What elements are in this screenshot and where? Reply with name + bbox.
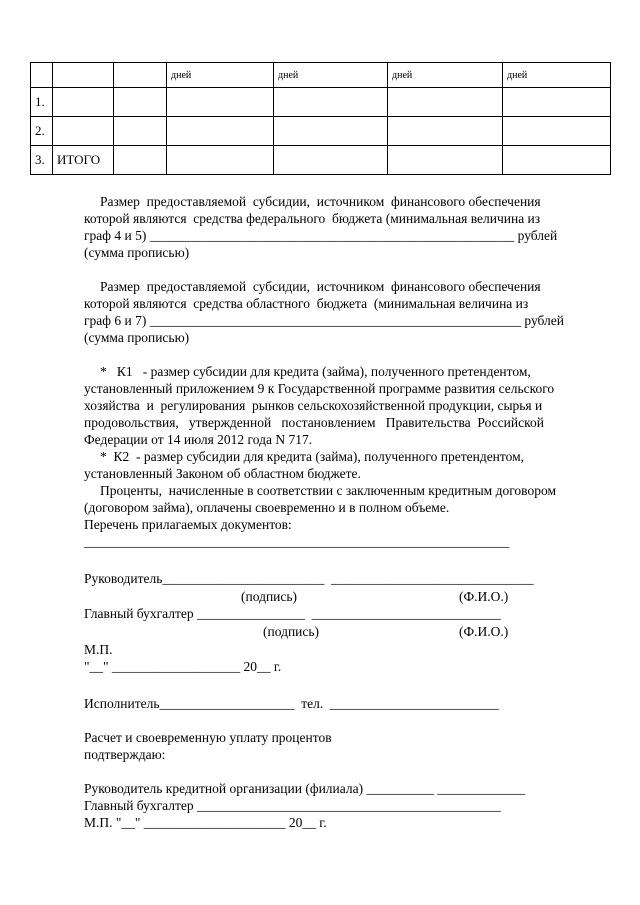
row-label: ИТОГО <box>53 146 114 175</box>
table-cell <box>503 146 611 175</box>
attachments-label: Перечень прилагаемых документов: <box>84 517 292 532</box>
k1-line-3: хозяйства и регулирования рынков сельскохозяйственной продукции, сырья и <box>84 398 543 413</box>
executor-line: Исполнитель____________________ тел. _________________________ <box>84 696 499 711</box>
table-cell <box>388 146 503 175</box>
table-cell <box>503 88 611 117</box>
row-number: 3. <box>31 146 53 175</box>
regional-line-4: (сумма прописью) <box>84 330 190 345</box>
table-cell <box>388 88 503 117</box>
accountant-caption-name: (Ф.И.О.) <box>459 624 509 639</box>
interest-line-1: Проценты, начисленные в соответствии с заключенным кредитным договором <box>100 483 556 498</box>
table-cell <box>114 146 167 175</box>
stamp-mark: М.П. <box>84 642 113 657</box>
federal-line-3: граф 4 и 5) ______________________________________________________ рублей <box>84 228 558 243</box>
data-table <box>30 62 611 175</box>
confirm-line-1: Расчет и своевременную уплату процентов <box>84 730 332 745</box>
interest-line-2: (договором займа), оплачены своевременно и в полном объеме. <box>84 500 450 515</box>
bank-accountant-line: Главный бухгалтер _____________________________________________ <box>84 798 501 813</box>
head-caption-sign: (подпись) <box>241 589 298 604</box>
accountant-signature-line: Главный бухгалтер ________________ ____________________________ <box>84 606 501 621</box>
table-row <box>31 146 611 175</box>
row-label <box>53 88 114 117</box>
k2-line-1: * К2 - размер субсидии для кредита (займа), полученного претендентом, <box>100 449 525 464</box>
head-caption-name: (Ф.И.О.) <box>459 589 509 604</box>
confirm-line-2: подтверждаю: <box>84 747 166 762</box>
table-cell <box>167 88 274 117</box>
table-cell <box>388 117 503 146</box>
table-header-cell <box>53 63 114 88</box>
k2-line-2: установленный Законом об областном бюджете. <box>84 466 361 481</box>
table-cell <box>274 117 388 146</box>
table-header-cell <box>114 63 167 88</box>
table-header-row <box>31 63 611 88</box>
table-cell <box>274 146 388 175</box>
regional-line-1: Размер предоставляемой субсидии, источником финансового обеспечения <box>100 279 541 294</box>
bank-head-line: Руководитель кредитной организации (филиала) __________ _____________ <box>84 781 526 796</box>
table-header-cell: дней <box>388 63 503 88</box>
attachments-line: _______________________________________________________________ <box>84 534 510 549</box>
regional-line-3: граф 6 и 7) _______________________________________________________ рублей <box>84 313 565 328</box>
row-number: 1. <box>31 88 53 117</box>
federal-line-4: (сумма прописью) <box>84 245 190 260</box>
table-cell <box>167 117 274 146</box>
k1-line-1: * К1 - размер субсидии для кредита (займа), полученного претендентом, <box>100 364 531 379</box>
k1-line-2: установленный приложением 9 к Государственной программе развития сельского <box>84 381 555 396</box>
row-number: 2. <box>31 117 53 146</box>
date-line: "__" ___________________ 20__ г. <box>84 659 282 674</box>
table-cell <box>274 88 388 117</box>
table-header-cell: дней <box>503 63 611 88</box>
k1-line-5: Федерации от 14 июля 2012 года N 717. <box>84 432 313 447</box>
table-cell <box>167 146 274 175</box>
table-header-cell: дней <box>274 63 388 88</box>
table-cell <box>114 88 167 117</box>
table-header-cell <box>31 63 53 88</box>
federal-line-2: которой являются средства федерального бюджета (минимальная величина из <box>84 211 541 226</box>
table-cell <box>114 117 167 146</box>
k1-line-4: продовольствия, утвержденной постановлением Правительства Российской <box>84 415 544 430</box>
table-row <box>31 117 611 146</box>
bank-stamp-date-line: М.П. "__" _____________________ 20__ г. <box>84 815 327 830</box>
federal-line-1: Размер предоставляемой субсидии, источником финансового обеспечения <box>100 194 541 209</box>
regional-line-2: которой являются средства областного бюджета (минимальная величина из <box>84 296 529 311</box>
table-row <box>31 88 611 117</box>
table-header-cell: дней <box>167 63 274 88</box>
head-signature-line: Руководитель________________________ ______________________________ <box>84 571 534 586</box>
table-cell <box>503 117 611 146</box>
accountant-caption-sign: (подпись) <box>263 624 320 639</box>
row-label <box>53 117 114 146</box>
